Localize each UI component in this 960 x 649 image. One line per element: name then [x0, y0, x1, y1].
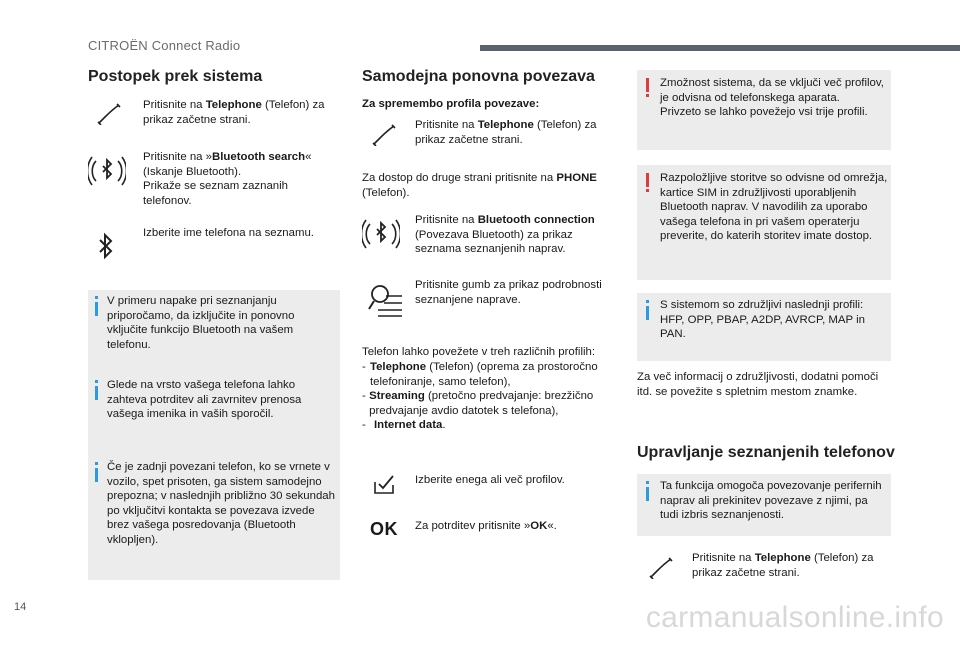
step-bluetooth-connection: Pritisnite na Bluetooth connection (Povezava Bluetooth) za prikaz seznama seznanjenih naprav.	[415, 214, 595, 255]
checkbox-icon	[373, 473, 395, 495]
step-select-phone: Izberite ime telefona na seznamu.	[143, 227, 314, 239]
section-title-pairing: Postopek prek sistema	[88, 68, 263, 85]
step-bluetooth-search: Pritisnite na »Bluetooth search« (Iskanje Bluetooth). Prikaže se seznam zaznanih telefonov.	[143, 151, 312, 207]
step-confirm-ok: Za potrditev pritisnite »OK«.	[415, 520, 557, 532]
device-details-icon	[368, 282, 404, 318]
info-compatible-profiles: S sistemom so združljivi naslednji profili: HFP, OPP, PBAP, A2DP, AVRCP, MAP in PAN.	[660, 299, 865, 340]
note-phonebook: Glede na vrsto vašega telefona lahko zahteva potrditev ali zavrnitev prenosa vašega imenika in vaših sporočil.	[107, 379, 302, 420]
phone-icon	[371, 124, 397, 146]
bluetooth-search-icon	[88, 155, 126, 191]
warning-services: Razpoložljive storitve so odvisne od omrežja, kartice SIM in združljivosti uporabljenih Bluetooth naprav. V navodilih za uporabo vašega telefona in pri vašem operaterju preverite, do katerih storitev imate dostop.	[660, 172, 888, 242]
watermark: carmanualsonline.info	[645, 601, 944, 634]
bluetooth-icon	[98, 232, 114, 260]
ok-icon: OK	[370, 519, 398, 539]
para-profiles-intro: Telefon lahko povežete v treh različnih profilih:	[362, 346, 596, 358]
warning-profiles: Zmožnost sistema, da se vključi več profilov, je odvisna od telefonskega aparata. Privzeto se lahko povežejo vsi trije profili.	[660, 77, 884, 118]
profile-list	[362, 360, 617, 433]
info-manage-devices: Ta funkcija omogoča povezovanje perifernih naprav ali prekinitev povezave z njimi, pa tudi izbris seznanjenosti.	[660, 480, 882, 521]
profile-item: - Telephone (Telefon) (oprema za prostoročno telefoniranje, samo telefon),	[362, 361, 598, 388]
para-more-info: Za več informacij o združljivosti, dodatni pomoči itd. se povežite s spletnim mestom znamke.	[637, 371, 879, 398]
info-icon	[95, 296, 98, 299]
section-title-manage-phones: Upravljanje seznanjenih telefonov	[637, 444, 895, 461]
section-title-reconnect: Samodejna ponovna povezava	[362, 68, 595, 85]
profile-item: - Streaming (pretočno predvajanje: brezžično predvajanje avdio datotek s telefona),	[362, 390, 594, 417]
para-phone-page: Za dostop do druge strani pritisnite na PHONE (Telefon).	[362, 172, 597, 199]
step-telephone-2: Pritisnite na Telephone (Telefon) za prikaz začetne strani.	[415, 119, 597, 146]
step-device-details: Pritisnite gumb za prikaz podrobnosti seznanjene naprave.	[415, 279, 602, 306]
warning-icon	[646, 173, 649, 187]
phone-icon	[648, 557, 674, 579]
phone-icon	[96, 103, 122, 125]
info-icon	[646, 481, 649, 484]
note-pairing-error: V primeru napake pri seznanjanju priporočamo, da izključite in ponovno vključite funkcijo Bluetooth na vašem telefonu.	[107, 295, 295, 351]
info-icon	[95, 380, 98, 383]
bluetooth-connection-icon	[362, 218, 400, 254]
info-icon	[95, 462, 98, 465]
warning-icon	[646, 78, 649, 92]
step-select-profiles: Izberite enega ali več profilov.	[415, 474, 565, 486]
brand-header: CITROËN Connect Radio	[88, 38, 241, 53]
subtitle-change-profile: Za spremembo profila povezave:	[362, 98, 540, 110]
header-bar	[480, 45, 960, 51]
page-number: 14	[14, 601, 27, 613]
info-icon	[646, 300, 649, 303]
note-auto-connect: Če je zadnji povezani telefon, ko se vrnete v vozilo, spet prisoten, ga sistem samodejno prepozna; v naslednjih približno 30 sekundah po vključitvi kontakta se povezava izvede brez vašega posredovanja (Bluetooth vklopljen).	[107, 461, 335, 546]
step-telephone: Pritisnite na Telephone (Telefon) za prikaz začetne strani.	[143, 99, 325, 126]
step-telephone-3: Pritisnite na Telephone (Telefon) za prikaz začetne strani.	[692, 552, 874, 579]
profile-item: - Internet data.	[362, 419, 446, 431]
